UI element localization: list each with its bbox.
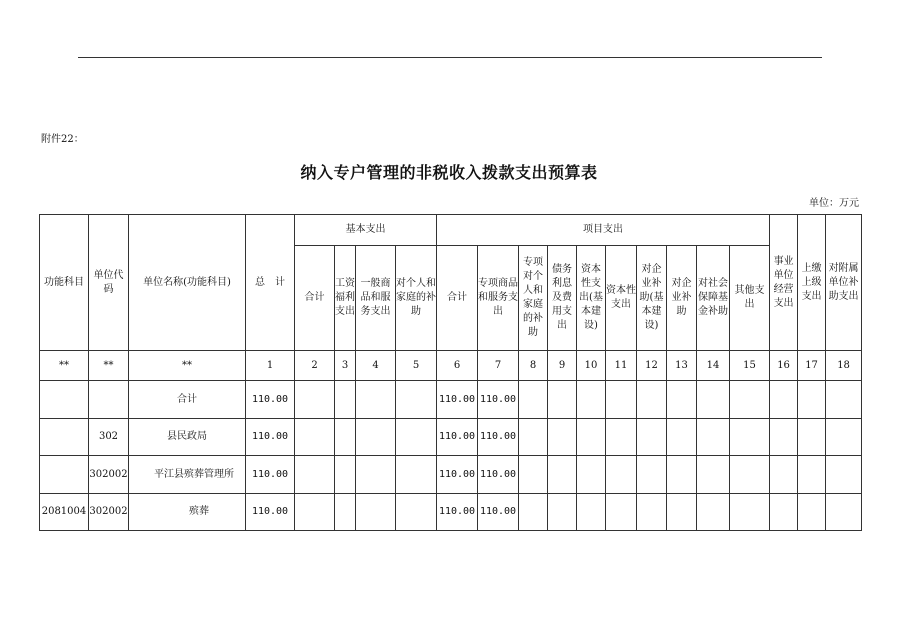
index-cell: 16 — [770, 351, 798, 381]
index-cell: 5 — [396, 351, 437, 381]
table-row — [40, 381, 862, 419]
cell-p-goods: 110.00 — [478, 494, 519, 531]
cell-p-total: 110.00 — [437, 381, 478, 419]
index-cell: 4 — [356, 351, 396, 381]
index-cell: 18 — [826, 351, 862, 381]
header-b-general: 一般商品和服务支出 — [356, 246, 396, 351]
cell-name — [129, 456, 246, 494]
cell-func — [40, 381, 89, 419]
header-func-subject: 功能科目 — [40, 215, 89, 351]
index-cell: 9 — [548, 351, 577, 381]
cell-name: 合计 — [129, 381, 246, 419]
header-p-social: 对社会保障基金补助 — [697, 246, 730, 351]
budget-table — [39, 214, 862, 531]
header-row-1 — [40, 215, 862, 246]
cell-code: 302002 — [89, 494, 129, 531]
cell-func — [40, 419, 89, 456]
cell-total: 110.00 — [246, 494, 295, 531]
header-p-total: 合计 — [437, 246, 478, 351]
cell-p-goods: 110.00 — [478, 419, 519, 456]
header-p-enterprise: 对企业补助 — [667, 246, 697, 351]
header-unit-code: 单位代码 — [89, 215, 129, 351]
top-rule — [78, 57, 822, 58]
header-b-salary: 工资福利支出 — [335, 246, 356, 351]
header-p-other: 其他支出 — [730, 246, 770, 351]
index-cell: 13 — [667, 351, 697, 381]
header-p-capital-build: 资本性支出(基本建设) — [577, 246, 606, 351]
header-unit-name: 单位名称(功能科目) — [129, 215, 246, 351]
index-cell: 8 — [519, 351, 548, 381]
cell-p-goods: 110.00 — [478, 381, 519, 419]
header-basic-group: 基本支出 — [295, 215, 437, 246]
index-cell: 17 — [798, 351, 826, 381]
index-cell: 11 — [606, 351, 637, 381]
index-cell: ** — [129, 351, 246, 381]
index-cell: ** — [40, 351, 89, 381]
cell-name: 县民政局 — [129, 419, 246, 456]
header-total: 总 计 — [246, 215, 295, 351]
header-p-enterprise-build: 对企业补助(基本建设) — [637, 246, 667, 351]
cell-name — [129, 494, 246, 531]
table-row — [40, 456, 862, 494]
cell-total: 110.00 — [246, 456, 295, 494]
index-cell: 10 — [577, 351, 606, 381]
cell-name-text: 殡葬 — [189, 506, 209, 517]
cell-p-total: 110.00 — [437, 494, 478, 531]
header-subsidiary: 对附属单位补助支出 — [826, 215, 862, 351]
index-cell: 1 — [246, 351, 295, 381]
index-cell: 3 — [335, 351, 356, 381]
page-title: 纳入专户管理的非税收入拨款支出预算表 — [300, 163, 598, 182]
table-row — [40, 419, 862, 456]
header-p-goods: 专项商品和服务支出 — [478, 246, 519, 351]
cell-code: 302002 — [89, 456, 129, 494]
index-cell: 15 — [730, 351, 770, 381]
header-upper: 上缴上级支出 — [798, 215, 826, 351]
header-b-total: 合计 — [295, 246, 335, 351]
header-business: 事业单位经营支出 — [770, 215, 798, 351]
cell-p-goods: 110.00 — [478, 456, 519, 494]
cell-p-total: 110.00 — [437, 419, 478, 456]
index-cell: 12 — [637, 351, 667, 381]
header-p-debt: 债务利息及费用支出 — [548, 246, 577, 351]
cell-total: 110.00 — [246, 419, 295, 456]
cell-code — [89, 381, 129, 419]
index-cell: ** — [89, 351, 129, 381]
index-cell: 6 — [437, 351, 478, 381]
unit-label: 单位：万元 — [809, 198, 859, 209]
cell-total: 110.00 — [246, 381, 295, 419]
header-p-personal: 专项对个人和家庭的补助 — [519, 246, 548, 351]
cell-p-total: 110.00 — [437, 456, 478, 494]
header-project-group: 项目支出 — [437, 215, 770, 246]
index-cell: 7 — [478, 351, 519, 381]
cell-func: 2081004 — [40, 494, 89, 531]
header-b-personal: 对个人和家庭的补助 — [396, 246, 437, 351]
cell-func — [40, 456, 89, 494]
index-cell: 14 — [697, 351, 730, 381]
cell-code: 302 — [89, 419, 129, 456]
attachment-label: 附件22： — [41, 134, 84, 145]
index-row — [40, 351, 862, 381]
index-cell: 2 — [295, 351, 335, 381]
table-row — [40, 494, 862, 531]
header-p-capital: 资本性支出 — [606, 246, 637, 351]
cell-name-text: 平江县殡葬管理所 — [154, 468, 234, 480]
